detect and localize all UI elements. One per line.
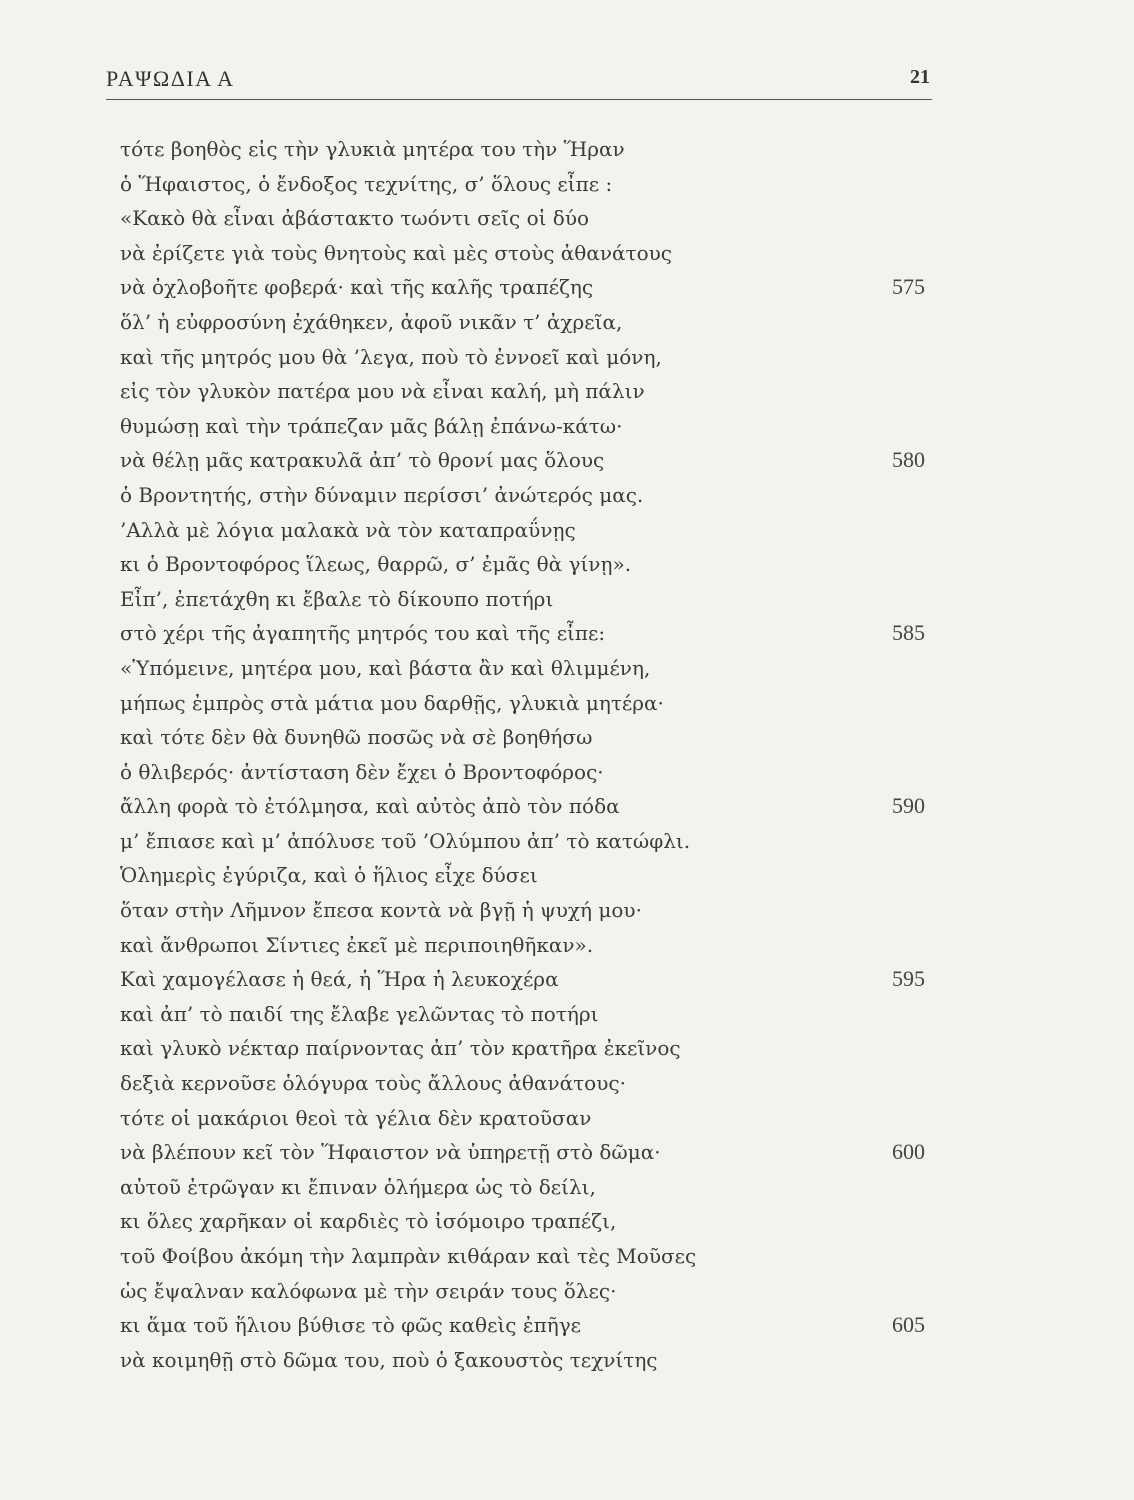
verse-text: ὅταν στὴν Λῆμνον ἔπεσα κοντὰ νὰ βγῇ ἡ ψυχή μου·: [120, 898, 642, 923]
verse-text: κι ὁ Βροντοφόρος ἵλεως, θαρρῶ, σ’ ἐμᾶς θὰ γίνῃ».: [120, 552, 632, 577]
verse-text: νὰ βλέπουν κεῖ τὸν Ἥφαιστον νὰ ὑπηρετῇ στὸ δῶμα·: [120, 1140, 661, 1165]
verse-line: [120, 478, 950, 513]
line-number: 605: [892, 1312, 925, 1338]
verse-text: ὁ θλιβερός· ἀντίσταση δὲν ἔχει ὁ Βροντοφόρος·: [120, 759, 604, 784]
verse-block: [120, 132, 950, 1377]
running-head: [106, 64, 932, 98]
verse-line: [120, 1101, 950, 1136]
verse-line: [120, 270, 950, 305]
verse-line: [120, 374, 950, 409]
running-title: ΡΑΨΩΔΙΑ Α: [106, 66, 235, 91]
verse-text: στὸ χέρι τῆς ἀγαπητῆς μητρός του καὶ τῆς εἶπε:: [120, 621, 606, 646]
verse-text: αὐτοῦ ἐτρῶγαν κι ἔπιναν ὁλήμερα ὡς τὸ δείλι,: [120, 1174, 596, 1199]
verse-line: [120, 720, 950, 755]
verse-text: νὰ ὀχλοβοῆτε φοβερά· καὶ τῆς καλῆς τραπέζης: [120, 275, 594, 300]
verse-line: [120, 409, 950, 444]
verse-line: [120, 928, 950, 963]
verse-text: καὶ γλυκὸ νέκταρ παίρνοντας ἀπ’ τὸν κρατῆρα ἐκεῖνος: [120, 1036, 681, 1061]
verse-text: καὶ ἄνθρωποι Σίντιες ἐκεῖ μὲ περιποιηθῆκαν».: [120, 932, 594, 957]
verse-text: δεξιὰ κερνοῦσε ὁλόγυρα τοὺς ἄλλους ἀθανάτους·: [120, 1071, 626, 1096]
verse-text: κι ὅλες χαρῆκαν οἱ καρδιὲς τὸ ἰσόμοιρο τραπέζι,: [120, 1209, 617, 1234]
verse-text: ὁ Βροντητής, στὴν δύναμιν περίσσι’ ἀνώτερός μας.: [120, 482, 644, 507]
verse-text: Ὁλημερὶς ἐγύριζα, καὶ ὁ ἥλιος εἶχε δύσει: [120, 863, 538, 888]
page-number: 21: [910, 66, 930, 88]
verse-line: [120, 686, 950, 721]
verse-text: θυμώσῃ καὶ τὴν τράπεζαν μᾶς βάλῃ ἐπάνω-κάτω·: [120, 413, 623, 438]
verse-line: [120, 1274, 950, 1309]
verse-line: [120, 201, 950, 236]
verse-line: [120, 305, 950, 340]
verse-text: κι ἅμα τοῦ ἥλιου βύθισε τὸ φῶς καθεὶς ἐπῆγε: [120, 1313, 582, 1338]
verse-text: μήπως ἐμπρὸς στὰ μάτια μου δαρθῇς, γλυκιὰ μητέρα·: [120, 690, 664, 715]
verse-line: [120, 1066, 950, 1101]
verse-line: [120, 443, 950, 478]
header-rule: [106, 99, 932, 100]
verse-text: καὶ τότε δὲν θὰ δυνηθῶ ποσῶς νὰ σὲ βοηθήσω: [120, 725, 593, 750]
verse-text: τοῦ Φοίβου ἀκόμη τὴν λαμπρὰν κιθάραν καὶ τὲς Μοῦσες: [120, 1244, 697, 1268]
verse-line: [120, 1170, 950, 1205]
verse-text: νὰ ἐρίζετε γιὰ τοὺς θνητοὺς καὶ μὲς στοὺς ἀθανάτους: [120, 240, 672, 265]
verse-line: [120, 789, 950, 824]
verse-text: ἄλλη φορὰ τὸ ἐτόλμησα, καὶ αὐτὸς ἀπὸ τὸν πόδα: [120, 794, 620, 819]
verse-line: [120, 513, 950, 548]
verse-line: [120, 824, 950, 859]
verse-text: τότε βοηθὸς εἰς τὴν γλυκιὰ μητέρα του τὴν Ἥραν: [120, 137, 625, 161]
verse-line: [120, 755, 950, 790]
verse-line: [120, 547, 950, 582]
verse-text: νὰ θέλῃ μᾶς κατρακυλᾶ ἀπ’ τὸ θρονί μας ὅλους: [120, 448, 605, 473]
verse-text: μ’ ἔπιασε καὶ μ’ ἀπόλυσε τοῦ ’Ολύμπου ἀπ’ τὸ κατώφλι.: [120, 828, 691, 853]
verse-line: [120, 893, 950, 928]
verse-line: [120, 616, 950, 651]
verse-line: [120, 997, 950, 1032]
verse-line: [120, 582, 950, 617]
verse-text: νὰ κοιμηθῇ στὸ δῶμα του, ποὺ ὁ ξακουστὸς τεχνίτης: [120, 1347, 658, 1372]
line-number: 600: [892, 1139, 925, 1165]
line-number: 585: [892, 620, 925, 646]
verse-text: καὶ τῆς μητρός μου θὰ ’λεγα, ποὺ τὸ ἐννοεῖ καὶ μόνη,: [120, 344, 662, 369]
verse-line: [120, 236, 950, 271]
verse-line: [120, 167, 950, 202]
verse-text: τότε οἱ μακάριοι θεοὶ τὰ γέλια δὲν κρατοῦσαν: [120, 1105, 592, 1130]
verse-line: [120, 651, 950, 686]
verse-text: εἰς τὸν γλυκὸν πατέρα μου νὰ εἶναι καλή, μὴ πάλιν: [120, 379, 645, 404]
verse-text: Εἶπ’, ἐπετάχθη κι ἔβαλε τὸ δίκουπο ποτήρι: [120, 586, 554, 611]
line-number: 595: [892, 966, 925, 992]
verse-line: [120, 340, 950, 375]
verse-line: [120, 1135, 950, 1170]
verse-text: ὁ Ἥφαιστος, ὁ ἔνδοξος τεχνίτης, σ’ ὅλους εἶπε :: [120, 171, 613, 196]
verse-line: [120, 1308, 950, 1343]
verse-line: [120, 858, 950, 893]
line-number: 575: [892, 274, 925, 300]
verse-text: «Ὑπόμεινε, μητέρα μου, καὶ βάστα ἂν καὶ θλιμμένη,: [120, 655, 651, 680]
line-number: 580: [892, 447, 925, 473]
verse-line: [120, 1343, 950, 1378]
verse-line: [120, 1204, 950, 1239]
verse-text: «Κακὸ θὰ εἶναι ἀβάστακτο τωόντι σεῖς οἱ δύο: [120, 206, 590, 231]
verse-line: [120, 962, 950, 997]
verse-line: [120, 1031, 950, 1066]
verse-line: [120, 1239, 950, 1274]
verse-text: ὡς ἔψαλναν καλόφωνα μὲ τὴν σειράν τους ὅλες·: [120, 1278, 617, 1303]
verse-text: Καὶ χαμογέλασε ἡ θεά, ἡ Ἥρα ἡ λευκοχέρα: [120, 967, 559, 992]
verse-text: ’Αλλὰ μὲ λόγια μαλακὰ νὰ τὸν καταπραΰνῃς: [120, 517, 576, 542]
verse-line: [120, 132, 950, 167]
verse-text: καὶ ἀπ’ τὸ παιδί της ἔλαβε γελῶντας τὸ ποτήρι: [120, 1001, 599, 1026]
verse-text: ὅλ’ ἡ εὐφροσύνη ἐχάθηκεν, ἀφοῦ νικᾶν τ’ ἀχρεῖα,: [120, 309, 623, 334]
line-number: 590: [892, 793, 925, 819]
